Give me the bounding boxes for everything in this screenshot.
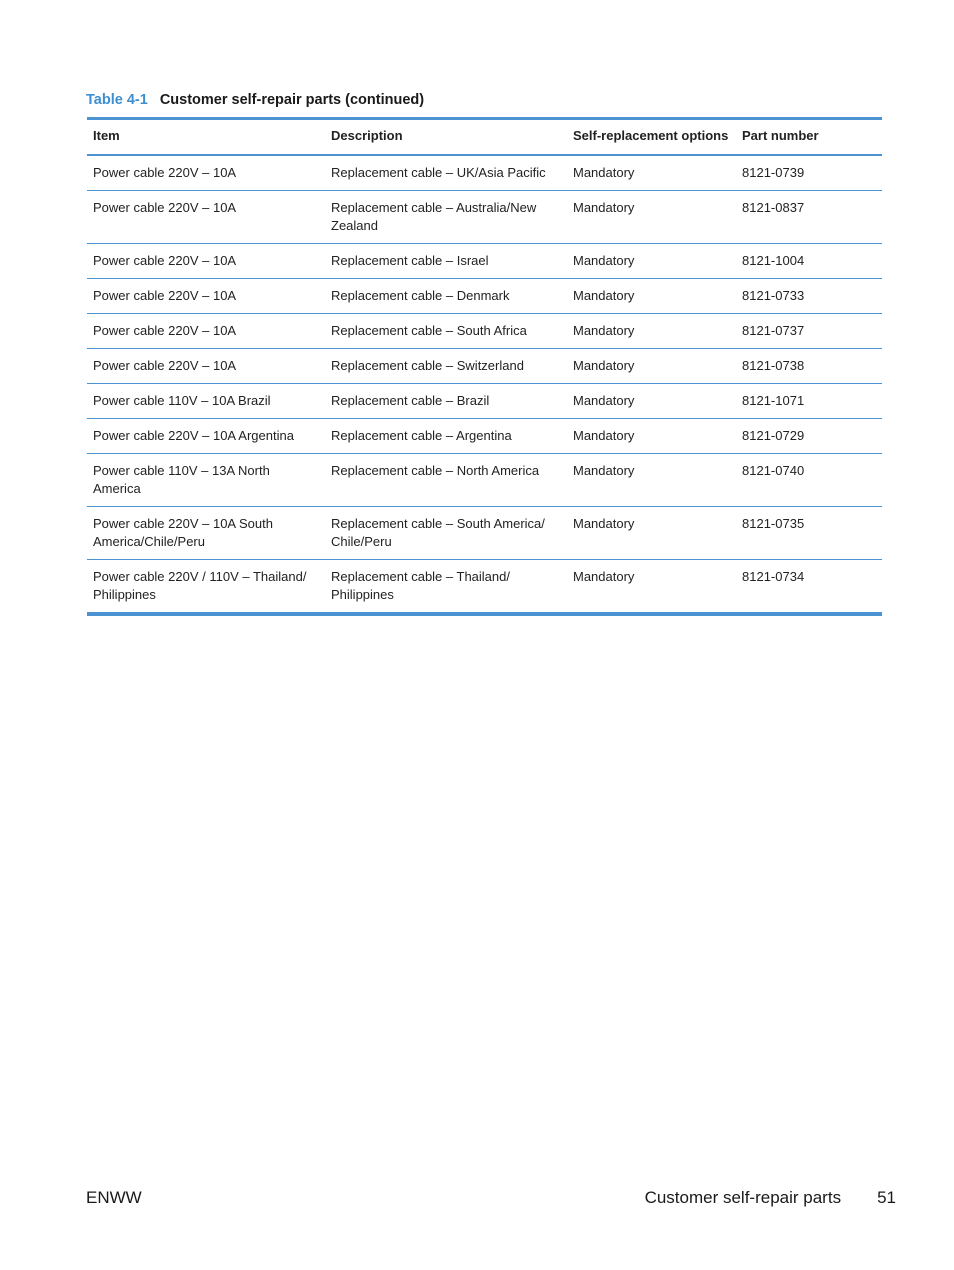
item-cell: Power cable 220V – 10A Argentina bbox=[93, 428, 294, 443]
item-cell: Power cable 220V – 10A bbox=[93, 253, 237, 268]
part-number-cell: 8121-1004 bbox=[742, 253, 805, 268]
table-row bbox=[87, 454, 882, 507]
item-cell: Power cable 220V – 10A South America/Chile/Peru bbox=[93, 516, 273, 549]
header-description: Description bbox=[331, 128, 403, 143]
part-number-cell: 8121-0737 bbox=[742, 323, 805, 338]
item-cell: Power cable 220V – 10A bbox=[93, 358, 237, 373]
part-number-cell: 8121-0733 bbox=[742, 288, 805, 303]
table-row bbox=[87, 191, 882, 244]
item-cell: Power cable 220V – 10A bbox=[93, 288, 237, 303]
part-number-cell: 8121-0734 bbox=[742, 569, 805, 584]
item-cell: Power cable 220V – 10A bbox=[93, 165, 237, 180]
description-cell: Replacement cable – Brazil bbox=[331, 393, 490, 408]
table-row bbox=[87, 384, 882, 419]
item-cell: Power cable 220V / 110V – Thailand/ Philippines bbox=[93, 569, 307, 602]
part-number-cell: 8121-0735 bbox=[742, 516, 805, 531]
option-cell: Mandatory bbox=[573, 358, 635, 373]
description-cell: Replacement cable – UK/Asia Pacific bbox=[331, 165, 546, 180]
option-cell: Mandatory bbox=[573, 323, 635, 338]
option-cell: Mandatory bbox=[573, 165, 635, 180]
parts-table bbox=[87, 117, 882, 616]
description-cell: Replacement cable – Argentina bbox=[331, 428, 512, 443]
footer-right bbox=[645, 1188, 896, 1208]
option-cell: Mandatory bbox=[573, 393, 635, 408]
option-cell: Mandatory bbox=[573, 200, 635, 215]
table-row bbox=[87, 314, 882, 349]
option-cell: Mandatory bbox=[573, 253, 635, 268]
description-cell: Replacement cable – Thailand/ Philippines bbox=[331, 569, 510, 602]
option-cell: Mandatory bbox=[573, 569, 635, 584]
option-cell: Mandatory bbox=[573, 516, 635, 531]
header-item: Item bbox=[93, 128, 120, 143]
footer-section-title: Customer self-repair parts bbox=[644, 1188, 842, 1207]
table-number: Table 4-1 bbox=[86, 92, 148, 108]
part-number-cell: 8121-0740 bbox=[742, 463, 805, 478]
description-cell: Replacement cable – South Africa bbox=[331, 323, 527, 338]
item-cell: Power cable 220V – 10A bbox=[93, 323, 237, 338]
part-number-cell: 8121-0837 bbox=[742, 200, 805, 215]
table-row bbox=[87, 156, 882, 191]
table-row bbox=[87, 560, 882, 612]
description-cell: Replacement cable – Denmark bbox=[331, 288, 510, 303]
table-row bbox=[87, 244, 882, 279]
description-cell: Replacement cable – South America/ Chile/Peru bbox=[331, 516, 545, 549]
table-row bbox=[87, 507, 882, 560]
option-cell: Mandatory bbox=[573, 463, 635, 478]
table-header-row bbox=[87, 120, 882, 156]
part-number-cell: 8121-0739 bbox=[742, 165, 805, 180]
description-cell: Replacement cable – Israel bbox=[331, 253, 489, 268]
description-cell: Replacement cable – North America bbox=[331, 463, 540, 478]
footer-code: ENWW bbox=[86, 1188, 142, 1207]
part-number-cell: 8121-0729 bbox=[742, 428, 805, 443]
header-self-replacement: Self-replacement options bbox=[573, 128, 729, 143]
table-row bbox=[87, 279, 882, 314]
item-cell: Power cable 220V – 10A bbox=[93, 200, 237, 215]
part-number-cell: 8121-0738 bbox=[742, 358, 805, 373]
description-cell: Replacement cable – Switzerland bbox=[331, 358, 524, 373]
table-caption bbox=[86, 92, 424, 108]
item-cell: Power cable 110V – 13A North America bbox=[93, 463, 270, 496]
option-cell: Mandatory bbox=[573, 288, 635, 303]
table-row bbox=[87, 419, 882, 454]
page-number: 51 bbox=[877, 1188, 896, 1207]
option-cell: Mandatory bbox=[573, 428, 635, 443]
description-cell: Replacement cable – Australia/New Zealand bbox=[331, 200, 537, 233]
item-cell: Power cable 110V – 10A Brazil bbox=[93, 393, 271, 408]
table-row bbox=[87, 349, 882, 384]
header-part-number: Part number bbox=[742, 128, 819, 143]
table-title: Customer self-repair parts (continued) bbox=[159, 92, 425, 108]
part-number-cell: 8121-1071 bbox=[742, 393, 805, 408]
